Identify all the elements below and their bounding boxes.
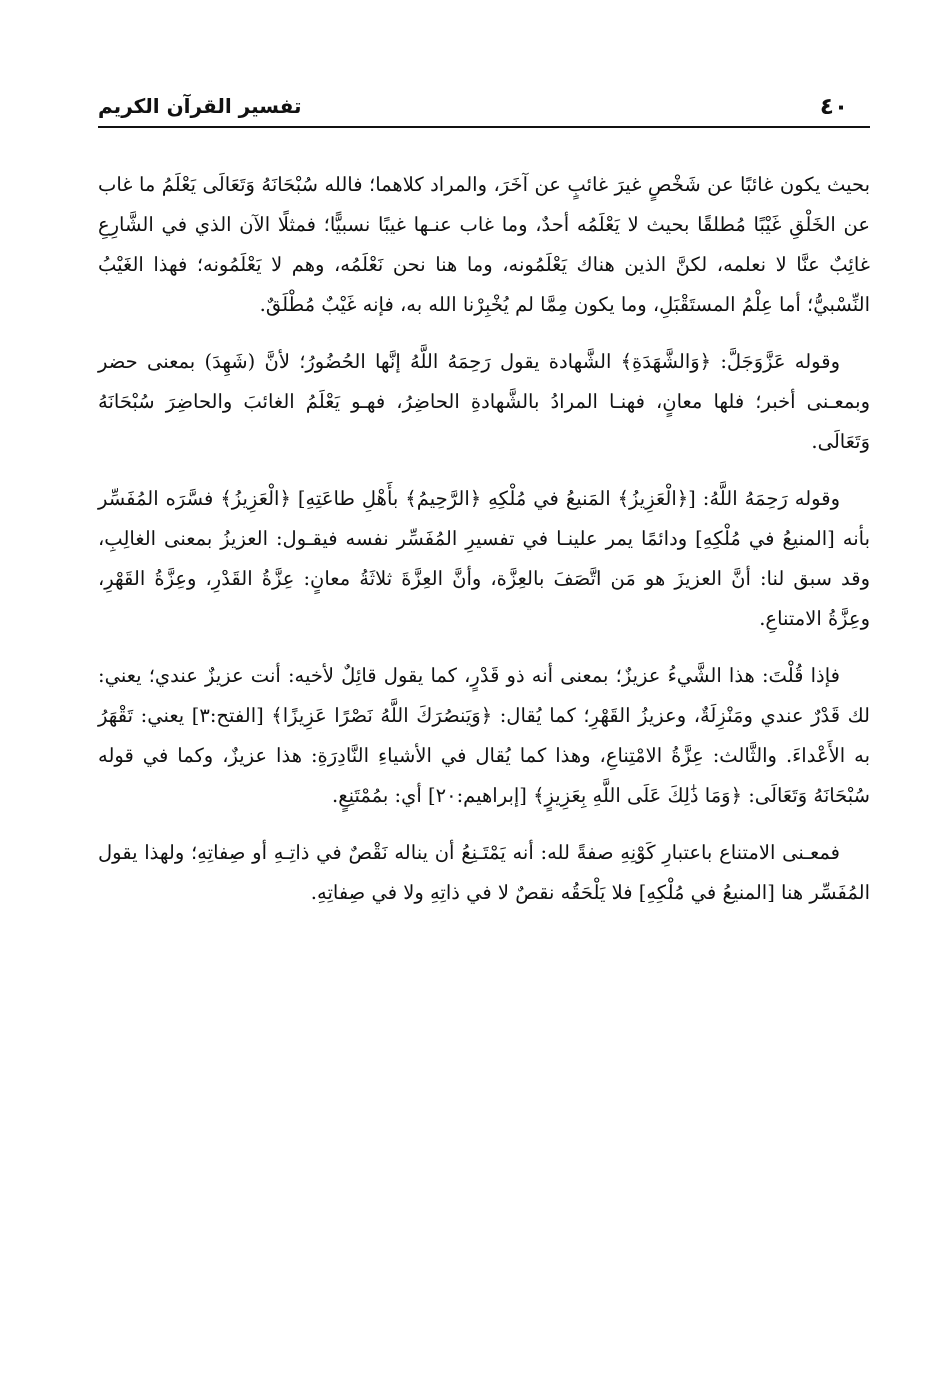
- paragraph: بحيث يكون غائبًا عن شَخْصٍ غيرَ غائبٍ عن آخَرَ، والمراد كلاهما؛ فالله سُبْحَانَهُ وَتَعَالَى يَعْلَمُ ما غاب عن الخَلْقِ غَيْبًا مُطلقًا بحيث لا يَعْلَمُه أحدٌ، وما غاب عنـها غيبًا نسبيًّا؛ فمثلًا الآن الذي في الشَّارِعِ غائِبٌ عنَّا لا نعلمه، لكنَّ الذين هناك يَعْلَمُونه، وما هنا نحن نَعْلَمُه، وهم لا يَعْلَمُونه؛ فهذا الغَيْبُ النِّسْبيُّ؛ أما عِلْمُ المستَقْبَلِ، وما يكون مِمَّا لم يُخْبِرْنا الله به، فإنه غَيْبٌ مُطْلَقٌ.: [98, 173, 870, 316]
- header-divider: [98, 126, 870, 128]
- paragraph: وقوله عَزَّوَجَلَّ: ﴿وَالشَّهَدَةِ﴾ الشَّهادة يقول رَحِمَهُ اللَّهُ إنَّها الحُضُورُ؛ لأنَّ (شَهِدَ) بمعنى حضر وبمعـنى أخبر؛ فلها معانٍ، فهنـا المرادُ بالشَّهادةِ الحاضِرُ، فهـو يَعْلَمُ الغائبَ والحاضِرَ سُبْحَانَهُ وَتَعَالَى.: [98, 350, 870, 453]
- body-text: [98, 165, 870, 930]
- running-title: تفسير القرآن الكريم: [98, 94, 302, 118]
- paragraph: وقوله رَحِمَهُ اللَّهُ: [﴿الْعَزِيزُ﴾ المَنيعُ في مُلْكِهِ ﴿الرَّحِيمُ﴾ بأَهْلِ طاعَتِهِ] ﴿الْعَزِيزُ﴾ فسَّرَه المُفَسِّر بأنه [المنيعُ في مُلْكِهِ] ودائمًا يمر علينـا في تفسيرِ المُفَسِّر نفسه فيقـول: العزيزُ بمعنى الغالِبِ، وقد سبق لنا: أنَّ العزيزَ هو مَن اتَّصَفَ بالعِزَّة، وأنَّ العِزَّةَ ثلاثَةُ معانٍ: عِزَّةُ القَدْرِ، وعِزَّةُ القَهْرِ، وعِزَّةُ الامتناعِ.: [98, 487, 870, 630]
- paragraph: فإذا قُلْتَ: هذا الشَّيءُ عزيزٌ؛ بمعنى أنه ذو قَدْرٍ، كما يقول قائِلٌ لأخيه: أنت عزيزٌ عندي؛ يعني: لك قَدْرٌ عندي ومَنْزِلَةٌ، وعزيزُ القَهْرِ؛ كما يُقال: ﴿وَيَنصُرَكَ اللَّهُ نَصْرًا عَزِيزًا﴾ [الفتح:٣] يعني: تَقْهَرُ به الأَعْداءَ. والثَّالث: عِزَّةُ الامْتِناعِ، وهذا كما يُقال في الأشياءِ النَّادِرَةِ: هذا عزيزٌ، وكما في قوله سُبْحَانَهُ وَتَعَالَى: ﴿وَمَا ذَٰلِكَ عَلَى اللَّهِ بِعَزِيزٍ﴾ [إبراهيم:٢٠] أي: بمُمْتَنِعٍ.: [98, 664, 870, 807]
- page-number: ٤٠: [819, 94, 848, 120]
- paragraph: فمعـنى الامتناع باعتبارِ كَوْنِهِ صفةً لله: أنه يَمْتَـنِعُ أن يناله نَقْصٌ في ذاتِـهِ أو صِفاتِهِ؛ ولهذا يقول المُفَسِّر هنا [المنيعُ في مُلْكِهِ] فلا يَلْحَقُه نقصٌ لا في ذاتِهِ ولا في صِفاتِهِ.: [98, 841, 870, 904]
- page-header: [98, 92, 870, 126]
